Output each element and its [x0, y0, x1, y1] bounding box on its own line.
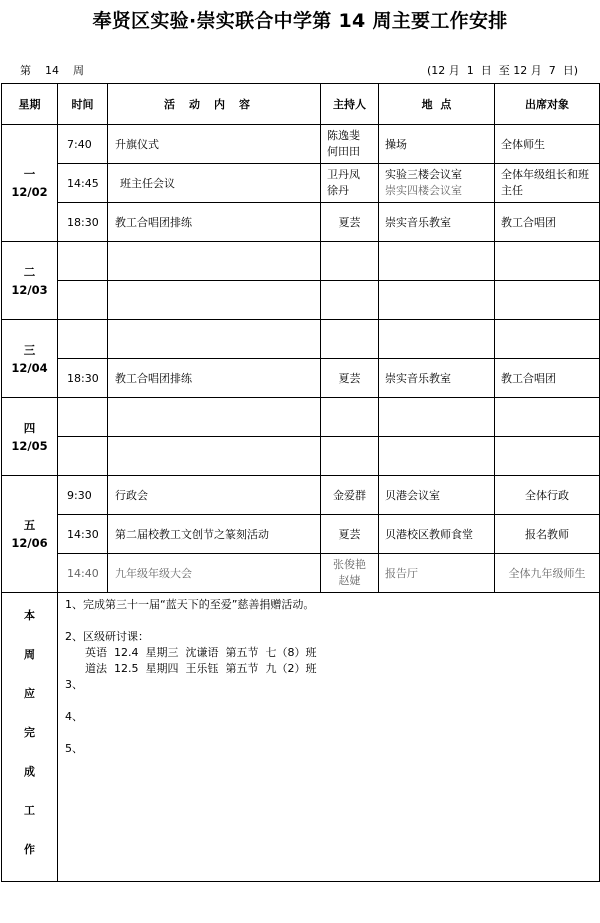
table-row	[2, 242, 600, 281]
day-cell-tue	[2, 242, 58, 320]
event-time: 18:30	[58, 203, 108, 242]
day-date: 12/06	[11, 536, 48, 550]
event-activity: 第二届校教工文创节之篆刻活动	[108, 515, 321, 554]
day-name: 四	[23, 420, 36, 435]
event-host	[321, 164, 379, 203]
event-host	[321, 554, 379, 593]
header-day: 星期	[2, 84, 58, 125]
table-row	[2, 515, 600, 554]
table-row	[2, 281, 600, 320]
summary-row	[2, 593, 600, 882]
event-host: 夏芸	[321, 359, 379, 398]
host-name: 陈逸斐	[327, 129, 360, 142]
summary-item: 2、区级研讨课：	[65, 630, 149, 643]
table-row	[2, 320, 600, 359]
day-name: 五	[23, 518, 36, 532]
day-date: 12/03	[11, 282, 48, 297]
event-activity: 班主任会议	[108, 164, 321, 203]
day-cell-wed	[2, 320, 58, 398]
event-attendees: 全体年级组长和班主任	[495, 164, 600, 203]
summary-label-char: 工	[24, 804, 35, 817]
summary-label	[2, 593, 58, 882]
event-host: 金爱群	[321, 476, 379, 515]
table-row	[2, 164, 600, 203]
header-row	[2, 84, 600, 125]
summary-label-char: 完	[24, 726, 35, 739]
summary-item: 4、	[65, 710, 83, 723]
event-attendees: 全体师生	[495, 125, 600, 164]
event-location: 崇实音乐教室	[379, 359, 495, 398]
day-date: 12/04	[11, 360, 48, 375]
location-name: 崇实四楼会议室	[385, 184, 462, 197]
summary-content	[58, 593, 600, 882]
location-name: 实验三楼会议室	[385, 168, 462, 181]
event-activity: 行政会	[108, 476, 321, 515]
host-name: 赵婕	[338, 574, 361, 587]
summary-item: 1、完成第三十一届“蓝天下的至爱”慈善捐赠活动。	[65, 598, 315, 611]
event-time: 14:45	[58, 164, 108, 203]
summary-item: 3、	[65, 678, 83, 691]
event-host: 夏芸	[321, 203, 379, 242]
summary-item: 5、	[65, 742, 83, 755]
day-date: 12/02	[11, 185, 48, 199]
summary-subitem: 道法 12.5 星期四 王乐钰 第五节 九（2）班	[85, 662, 317, 675]
event-attendees: 报名教师	[495, 515, 600, 554]
host-name: 卫丹凤	[327, 168, 360, 181]
table-row	[2, 359, 600, 398]
event-location: 贝港校区教师食堂	[379, 515, 495, 554]
event-location	[379, 164, 495, 203]
day-name: 一	[23, 167, 36, 181]
summary-label-char: 应	[24, 687, 35, 700]
day-date: 12/05	[11, 438, 48, 453]
event-activity: 教工合唱团排练	[108, 203, 321, 242]
table-row	[2, 203, 600, 242]
host-name: 张俊艳	[333, 558, 366, 571]
date-range: (12 月 1 日 至 12 月 7 日)	[426, 64, 578, 77]
event-time: 9:30	[58, 476, 108, 515]
event-location: 崇实音乐教室	[379, 203, 495, 242]
summary-subitem: 英语 12.4 星期三 沈谦语 第五节 七（8）班	[85, 646, 317, 659]
day-cell-thu	[2, 398, 58, 476]
header-attendees: 出席对象	[495, 84, 600, 125]
event-attendees: 教工合唱团	[495, 359, 600, 398]
event-time: 14:40	[58, 554, 108, 593]
table-row	[2, 125, 600, 164]
schedule-table	[1, 83, 600, 882]
event-time: 14:30	[58, 515, 108, 554]
header-host: 主持人	[321, 84, 379, 125]
table-row	[2, 554, 600, 593]
table-row	[2, 476, 600, 515]
header-location: 地 点	[379, 84, 495, 125]
host-name: 徐丹	[327, 184, 349, 197]
header-activity: 活动内容	[108, 84, 321, 125]
event-time: 18:30	[58, 359, 108, 398]
page-title: 奉贤区实验·崇实联合中学第 14 周主要工作安排	[92, 10, 508, 32]
summary-label-char: 本	[24, 609, 35, 622]
event-location: 贝港会议室	[379, 476, 495, 515]
event-activity: 九年级年级大会	[108, 554, 321, 593]
event-activity: 教工合唱团排练	[108, 359, 321, 398]
summary-label-char: 作	[24, 843, 35, 856]
day-name: 二	[23, 264, 36, 279]
header-time: 时间	[58, 84, 108, 125]
day-cell-fri	[2, 476, 58, 593]
event-activity: 升旗仪式	[108, 125, 321, 164]
event-time: 7:40	[58, 125, 108, 164]
event-attendees: 全体九年级师生	[495, 554, 600, 593]
event-host	[321, 125, 379, 164]
week-number: 第 14 周	[20, 64, 84, 77]
event-location: 操场	[379, 125, 495, 164]
summary-label-char: 周	[24, 648, 35, 661]
event-host: 夏芸	[321, 515, 379, 554]
host-name: 何田田	[327, 145, 360, 158]
event-attendees: 全体行政	[495, 476, 600, 515]
event-attendees: 教工合唱团	[495, 203, 600, 242]
day-name: 三	[23, 342, 36, 357]
table-row	[2, 437, 600, 476]
summary-label-char: 成	[24, 765, 35, 778]
day-cell-mon	[2, 125, 58, 242]
table-row	[2, 398, 600, 437]
event-location: 报告厅	[379, 554, 495, 593]
